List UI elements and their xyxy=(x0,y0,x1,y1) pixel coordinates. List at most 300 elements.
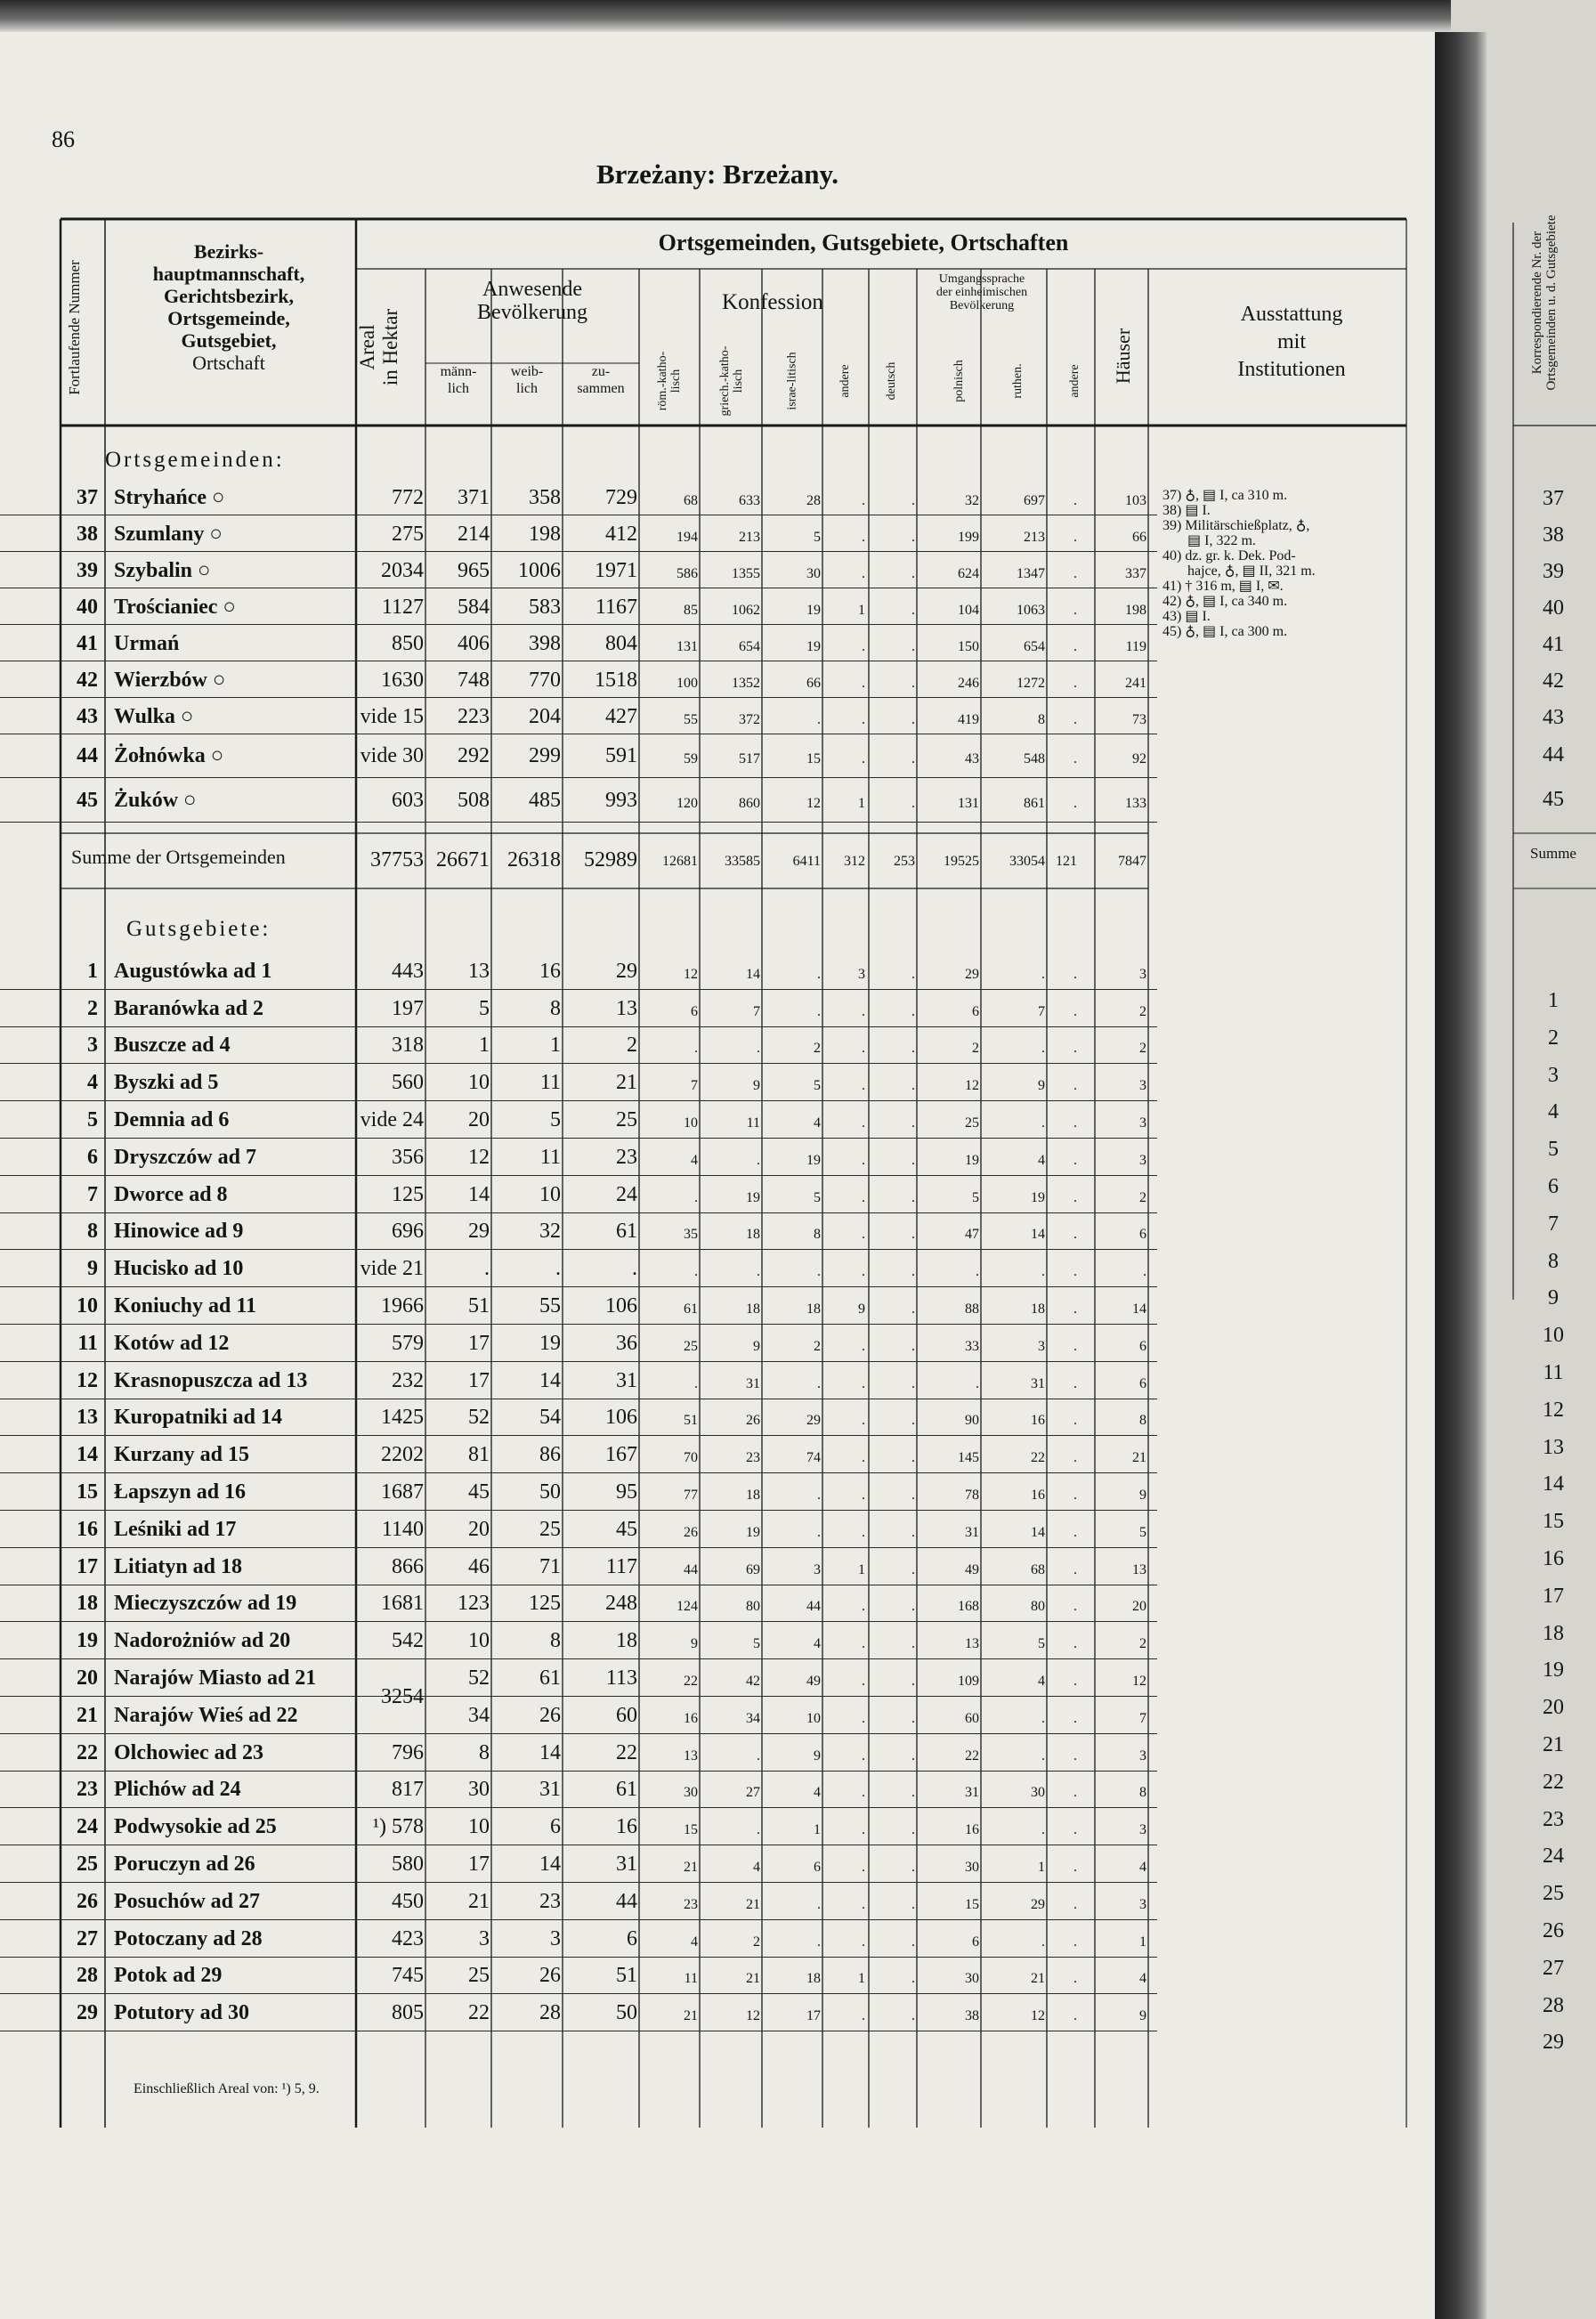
row-value: 2 xyxy=(972,1041,979,1057)
summe-value: 33054 xyxy=(1009,854,1045,869)
row-value: . xyxy=(862,529,865,545)
row-value: 850 xyxy=(392,631,424,655)
row-value: 19 xyxy=(746,1189,760,1205)
row-value: 16 xyxy=(1031,1488,1045,1504)
row-value: 30 xyxy=(468,1778,490,1802)
table-row xyxy=(0,1436,1157,1473)
row-value: . xyxy=(862,1488,865,1504)
table-row xyxy=(0,734,1157,778)
row-value: 3 xyxy=(1139,1152,1146,1168)
row-value: 60 xyxy=(965,1710,979,1726)
row-value: . xyxy=(757,1041,760,1057)
row-number: 8 xyxy=(87,1220,98,1244)
header-bezirk-line: Bezirks- xyxy=(193,240,264,263)
row-value: 9 xyxy=(753,1338,760,1354)
row-value: 31 xyxy=(965,1524,979,1540)
row-value: . xyxy=(911,565,915,581)
row-value: 1140 xyxy=(381,1517,424,1541)
row-value: 31 xyxy=(616,1368,637,1392)
row-value: . xyxy=(1073,565,1077,581)
row-value: 275 xyxy=(392,522,424,546)
side-number: 23 xyxy=(1543,1807,1564,1831)
row-value: 194 xyxy=(676,529,698,545)
row-value: . xyxy=(757,1747,760,1764)
row-value: 55 xyxy=(539,1294,561,1318)
row-value: 3 xyxy=(1139,1896,1146,1912)
note-line: 41) † 316 m, ▤ I, ✉. xyxy=(1163,579,1284,594)
row-value: 1 xyxy=(858,796,865,811)
row-value: 14 xyxy=(746,966,760,982)
row-value: 1 xyxy=(814,1822,821,1838)
header-andere-konfession: andere xyxy=(839,364,852,398)
row-value: 10 xyxy=(539,1182,561,1206)
row-value: 2 xyxy=(1139,1041,1146,1057)
row-value: 1630 xyxy=(381,668,424,692)
row-value: 28 xyxy=(806,492,821,508)
row-value: 11 xyxy=(539,1071,561,1095)
row-value: 861 xyxy=(1024,796,1045,811)
row-value: 10 xyxy=(684,1115,698,1131)
table-row xyxy=(0,552,1157,588)
row-number: 38 xyxy=(77,522,98,546)
row-value: 318 xyxy=(392,1034,424,1058)
row-value: 4 xyxy=(1139,1971,1146,1987)
page-title: Brzeżany: Brzeżany. xyxy=(595,158,839,190)
row-value: 21 xyxy=(684,1860,698,1876)
row-value: . xyxy=(862,1710,865,1726)
note-line: hajce, ♁, ▤ II, 321 m. xyxy=(1187,564,1316,579)
row-value: 633 xyxy=(739,492,760,508)
row-value: 22 xyxy=(965,1747,979,1764)
row-value: 29 xyxy=(1031,1896,1045,1912)
row-value: 9 xyxy=(1139,1488,1146,1504)
row-number: 11 xyxy=(77,1331,98,1355)
row-value: 14 xyxy=(1031,1227,1045,1243)
row-place-name: Żuków ○ xyxy=(114,789,197,812)
row-value: . xyxy=(862,1896,865,1912)
table-row xyxy=(0,1064,1157,1101)
row-value: 624 xyxy=(958,565,979,581)
row-value: 30 xyxy=(965,1860,979,1876)
row-value: vide 21 xyxy=(360,1257,424,1281)
row-place-name: Augustówka ad 1 xyxy=(114,959,272,983)
row-value: . xyxy=(694,1189,698,1205)
row-value: ¹) 578 xyxy=(372,1815,424,1839)
row-value: 31 xyxy=(539,1778,561,1802)
row-value: 1352 xyxy=(732,675,760,691)
note-line: ▤ I, 322 m. xyxy=(1187,533,1256,548)
row-value: . xyxy=(862,1078,865,1094)
row-value: 796 xyxy=(392,1740,424,1764)
table-row xyxy=(0,1399,1157,1437)
row-value: 10 xyxy=(468,1629,490,1653)
note-line: 42) ♁, ▤ I, ca 340 m. xyxy=(1163,594,1288,609)
footnote: Einschließlich Areal von: ¹) 5, 9. xyxy=(134,2081,320,2096)
row-value: . xyxy=(862,1636,865,1652)
row-value: 204 xyxy=(529,704,561,728)
row-place-name: Żołnówka ○ xyxy=(114,744,224,767)
row-value: . xyxy=(911,1971,915,1987)
row-number: 37 xyxy=(77,485,98,509)
row-value: . xyxy=(817,711,821,727)
row-value: 123 xyxy=(458,1592,490,1616)
row-value: . xyxy=(862,1674,865,1690)
row-value: 113 xyxy=(605,1666,637,1691)
row-value: . xyxy=(694,1264,698,1280)
row-value: 51 xyxy=(468,1294,490,1318)
row-value: 1966 xyxy=(381,1294,424,1318)
row-value: 748 xyxy=(458,668,490,692)
row-value: 13 xyxy=(965,1636,979,1652)
row-value: 19 xyxy=(746,1524,760,1540)
row-value: 292 xyxy=(458,744,490,767)
row-value: 508 xyxy=(458,789,490,812)
row-value: 6 xyxy=(1139,1338,1146,1354)
row-value: 2 xyxy=(1139,1003,1146,1019)
row-value: 583 xyxy=(529,595,561,619)
row-value: . xyxy=(911,1934,915,1950)
row-place-name: Kotów ad 12 xyxy=(114,1331,230,1355)
row-place-name: Koniuchy ad 11 xyxy=(114,1294,257,1318)
row-value: . xyxy=(1073,1003,1077,1019)
row-value: 6 xyxy=(972,1934,979,1950)
row-value: 66 xyxy=(806,675,821,691)
row-value: 654 xyxy=(739,638,760,654)
table-row xyxy=(0,698,1157,734)
row-value: . xyxy=(1073,1934,1077,1950)
row-value: 133 xyxy=(1125,796,1146,811)
side-summe: Summe xyxy=(1530,845,1576,862)
row-value: 5 xyxy=(479,996,490,1020)
row-value: . xyxy=(911,1041,915,1057)
row-value: 14 xyxy=(1031,1524,1045,1540)
row-value: . xyxy=(817,1896,821,1912)
side-number: 26 xyxy=(1543,1919,1564,1942)
row-value: 11 xyxy=(746,1115,760,1131)
row-value: 26 xyxy=(539,1964,561,1988)
row-value: . xyxy=(911,1524,915,1540)
row-place-name: Potoczany ad 28 xyxy=(114,1926,263,1950)
row-place-name: Podwysokie ad 25 xyxy=(114,1815,277,1839)
row-value: . xyxy=(911,1896,915,1912)
row-value: 1272 xyxy=(1017,675,1045,691)
row-value: . xyxy=(911,1488,915,1504)
row-value: 8 xyxy=(550,996,561,1020)
row-value: 1062 xyxy=(732,602,760,618)
table-row xyxy=(0,1659,1157,1697)
side-number: 2 xyxy=(1548,1026,1559,1050)
row-value: . xyxy=(817,1934,821,1950)
table-row xyxy=(0,1362,1157,1399)
row-value: 5 xyxy=(814,1189,821,1205)
row-value: . xyxy=(911,1115,915,1131)
row-value: 120 xyxy=(676,796,698,811)
header-anwesende xyxy=(425,278,639,324)
row-value: 30 xyxy=(684,1785,698,1801)
row-value: . xyxy=(911,711,915,727)
row-value: 30 xyxy=(965,1971,979,1987)
row-value: . xyxy=(1073,2008,1077,2024)
table-row xyxy=(0,1772,1157,1809)
row-value: . xyxy=(911,1561,915,1577)
row-value: . xyxy=(976,1264,979,1280)
row-value: 3 xyxy=(550,1926,561,1950)
row-value: . xyxy=(1073,796,1077,811)
table-row xyxy=(0,1287,1157,1325)
row-value: . xyxy=(911,1785,915,1801)
header-line: Institutionen xyxy=(1237,358,1346,381)
row-value: . xyxy=(1073,602,1077,618)
row-value: 20 xyxy=(468,1108,490,1132)
row-value: 4 xyxy=(1139,1860,1146,1876)
row-value: . xyxy=(1041,1822,1045,1838)
row-value: 10 xyxy=(468,1815,490,1839)
side-number: 37 xyxy=(1543,487,1564,510)
row-value: 90 xyxy=(965,1413,979,1429)
row-value: 78 xyxy=(965,1488,979,1504)
row-number: 9 xyxy=(87,1257,98,1281)
row-place-name: Stryhańce ○ xyxy=(114,485,225,509)
row-value: 30 xyxy=(1031,1785,1045,1801)
row-value: . xyxy=(862,1934,865,1950)
row-value: 17 xyxy=(468,1331,490,1355)
row-value: 54 xyxy=(539,1406,561,1430)
side-number: 16 xyxy=(1543,1547,1564,1570)
row-value: 21 xyxy=(1031,1971,1045,1987)
row-value: 2 xyxy=(814,1338,821,1354)
side-number: 42 xyxy=(1543,669,1564,693)
row-value: . xyxy=(911,1674,915,1690)
row-value: 23 xyxy=(539,1889,561,1913)
row-value: 1167 xyxy=(595,595,637,619)
row-value: 14 xyxy=(539,1740,561,1764)
row-value: 199 xyxy=(958,529,979,545)
table-row xyxy=(0,625,1157,661)
table-row xyxy=(0,515,1157,552)
row-value: 88 xyxy=(965,1301,979,1318)
row-value: 168 xyxy=(958,1599,979,1615)
row-value: 860 xyxy=(739,796,760,811)
row-value: 232 xyxy=(392,1368,424,1392)
row-number: 3 xyxy=(87,1034,98,1058)
side-number: 6 xyxy=(1548,1175,1559,1198)
row-place-name: Wierzbów ○ xyxy=(114,668,226,692)
row-value: 32 xyxy=(965,492,979,508)
row-value: 29 xyxy=(806,1413,821,1429)
table-row xyxy=(0,1697,1157,1734)
row-value: . xyxy=(694,1041,698,1057)
row-place-name: Leśniki ad 17 xyxy=(114,1517,237,1541)
row-value: 31 xyxy=(616,1853,637,1877)
row-number: 19 xyxy=(77,1629,98,1653)
row-value: 22 xyxy=(468,2001,490,2025)
header-line: lich xyxy=(448,381,469,396)
row-value: . xyxy=(911,1338,915,1354)
row-value: 337 xyxy=(1125,565,1146,581)
row-value: 246 xyxy=(958,675,979,691)
row-value: 15 xyxy=(965,1896,979,1912)
row-number: 39 xyxy=(77,558,98,582)
row-value: 19 xyxy=(965,1152,979,1168)
row-value: 3 xyxy=(858,966,865,982)
row-value: 450 xyxy=(392,1889,424,1913)
row-value: . xyxy=(817,1375,821,1391)
row-number: 43 xyxy=(77,704,98,728)
row-place-name: Potok ad 29 xyxy=(114,1964,223,1988)
row-value: 197 xyxy=(392,996,424,1020)
page-number: 86 xyxy=(52,126,75,152)
side-number: 27 xyxy=(1543,1956,1564,1980)
header-bezirk-line: Ortschaft xyxy=(192,352,265,374)
note-line: 43) ▤ I. xyxy=(1163,609,1211,624)
row-value: 18 xyxy=(746,1301,760,1318)
row-value: 16 xyxy=(539,959,561,983)
row-value: . xyxy=(862,1189,865,1205)
row-value: 11 xyxy=(539,1145,561,1169)
row-value: . xyxy=(1073,966,1077,982)
row-value: 125 xyxy=(529,1592,561,1616)
row-value: 1006 xyxy=(518,558,561,582)
row-number: 27 xyxy=(77,1926,98,1950)
row-value: 371 xyxy=(458,485,490,509)
row-value: 18 xyxy=(806,1301,821,1318)
row-value: 131 xyxy=(958,796,979,811)
row-value: 248 xyxy=(605,1592,637,1616)
table-row xyxy=(0,1920,1157,1958)
row-value: 2 xyxy=(753,1934,760,1950)
table-row xyxy=(0,1213,1157,1251)
row-value: 4 xyxy=(691,1934,698,1950)
row-value: . xyxy=(1073,1189,1077,1205)
table-row xyxy=(0,953,1157,990)
row-value: 13 xyxy=(1132,1561,1146,1577)
row-value: . xyxy=(484,1257,490,1281)
row-value: . xyxy=(757,1264,760,1280)
side-number: 12 xyxy=(1543,1398,1564,1422)
row-value: 1425 xyxy=(381,1406,424,1430)
row-value: 25 xyxy=(965,1115,979,1131)
table-row xyxy=(0,1250,1157,1287)
row-value: 13 xyxy=(684,1747,698,1764)
row-value: . xyxy=(1073,1785,1077,1801)
side-number: 9 xyxy=(1548,1286,1559,1310)
side-number: 29 xyxy=(1543,2031,1564,2055)
row-place-name: Narajów Wieś ad 22 xyxy=(114,1703,298,1727)
row-value: 817 xyxy=(392,1778,424,1802)
row-value: 11 xyxy=(684,1971,698,1987)
table-row xyxy=(0,990,1157,1027)
row-value: 10 xyxy=(806,1710,821,1726)
row-value: 29 xyxy=(468,1220,490,1244)
row-value: 2 xyxy=(814,1041,821,1057)
row-value: 23 xyxy=(684,1896,698,1912)
row-place-name: Poruczyn ad 26 xyxy=(114,1853,255,1877)
row-value: 68 xyxy=(684,492,698,508)
row-value: . xyxy=(862,1375,865,1391)
row-value: 406 xyxy=(458,631,490,655)
side-number: 18 xyxy=(1543,1621,1564,1645)
row-value: 427 xyxy=(605,704,637,728)
row-value: . xyxy=(1073,711,1077,727)
row-value: 3 xyxy=(1139,1747,1146,1764)
row-value: 2034 xyxy=(381,558,424,582)
header-bezirk xyxy=(105,240,352,374)
side-number: 3 xyxy=(1548,1063,1559,1087)
side-number: 43 xyxy=(1543,706,1564,729)
row-value: 32 xyxy=(539,1220,561,1244)
row-value: 106 xyxy=(605,1294,637,1318)
row-value: . xyxy=(862,1450,865,1466)
row-value: 10 xyxy=(468,1071,490,1095)
header-line: zu- xyxy=(591,364,611,379)
row-value: 1127 xyxy=(381,595,424,619)
section-gutsgebiete: Gutsgebiete: xyxy=(126,917,271,941)
row-value: 9 xyxy=(1139,2008,1146,2024)
row-value: . xyxy=(1073,1599,1077,1615)
summe-value: 7847 xyxy=(1118,854,1146,869)
row-value: 3 xyxy=(1139,1822,1146,1838)
header-weiblich xyxy=(491,363,563,397)
row-place-name: Nadorożniów ad 20 xyxy=(114,1629,291,1653)
row-value: . xyxy=(911,1636,915,1652)
row-value: 423 xyxy=(392,1926,424,1950)
row-value: . xyxy=(1073,1896,1077,1912)
row-value: 34 xyxy=(746,1710,760,1726)
header-roem-kath: röm.-katho-lisch xyxy=(656,351,683,411)
row-value: 804 xyxy=(605,631,637,655)
side-number: 40 xyxy=(1543,596,1564,620)
row-value: 44 xyxy=(616,1889,637,1913)
row-place-name: Potutory ad 30 xyxy=(114,2001,249,2025)
row-value: 579 xyxy=(392,1331,424,1355)
row-value: 16 xyxy=(1031,1413,1045,1429)
row-value: . xyxy=(911,1860,915,1876)
header-line: sammen xyxy=(577,381,625,396)
row-value: 1 xyxy=(550,1034,561,1058)
row-value: . xyxy=(862,675,865,691)
row-value: . xyxy=(911,1599,915,1615)
row-value: 4 xyxy=(753,1860,760,1876)
table-row xyxy=(0,1622,1157,1659)
row-value: 1 xyxy=(1038,1860,1045,1876)
row-value: . xyxy=(1143,1264,1146,1280)
row-value: 14 xyxy=(1132,1301,1146,1318)
row-value: 12 xyxy=(1132,1674,1146,1690)
row-value: 61 xyxy=(684,1301,698,1318)
row-value: 117 xyxy=(605,1554,637,1578)
side-number: 45 xyxy=(1543,788,1564,811)
table-row xyxy=(0,1734,1157,1772)
row-number: 12 xyxy=(77,1368,98,1392)
row-value: 68 xyxy=(1031,1561,1045,1577)
row-value: . xyxy=(1073,1822,1077,1838)
row-value: 603 xyxy=(392,789,424,812)
row-value: . xyxy=(911,1413,915,1429)
row-number: 21 xyxy=(77,1703,98,1727)
row-place-name: Szybalin ○ xyxy=(114,558,211,582)
row-value: 584 xyxy=(458,595,490,619)
header-line: weib- xyxy=(510,364,544,379)
row-value: . xyxy=(1073,1301,1077,1318)
row-value: 772 xyxy=(392,485,424,509)
header-line: der einheimischen xyxy=(936,286,1028,299)
row-value: . xyxy=(862,751,865,766)
header-line: Bevölkerung xyxy=(949,299,1015,312)
row-value: . xyxy=(911,751,915,766)
header-line: mit xyxy=(1276,330,1306,353)
row-value: 73 xyxy=(1132,711,1146,727)
row-value: 125 xyxy=(392,1182,424,1206)
